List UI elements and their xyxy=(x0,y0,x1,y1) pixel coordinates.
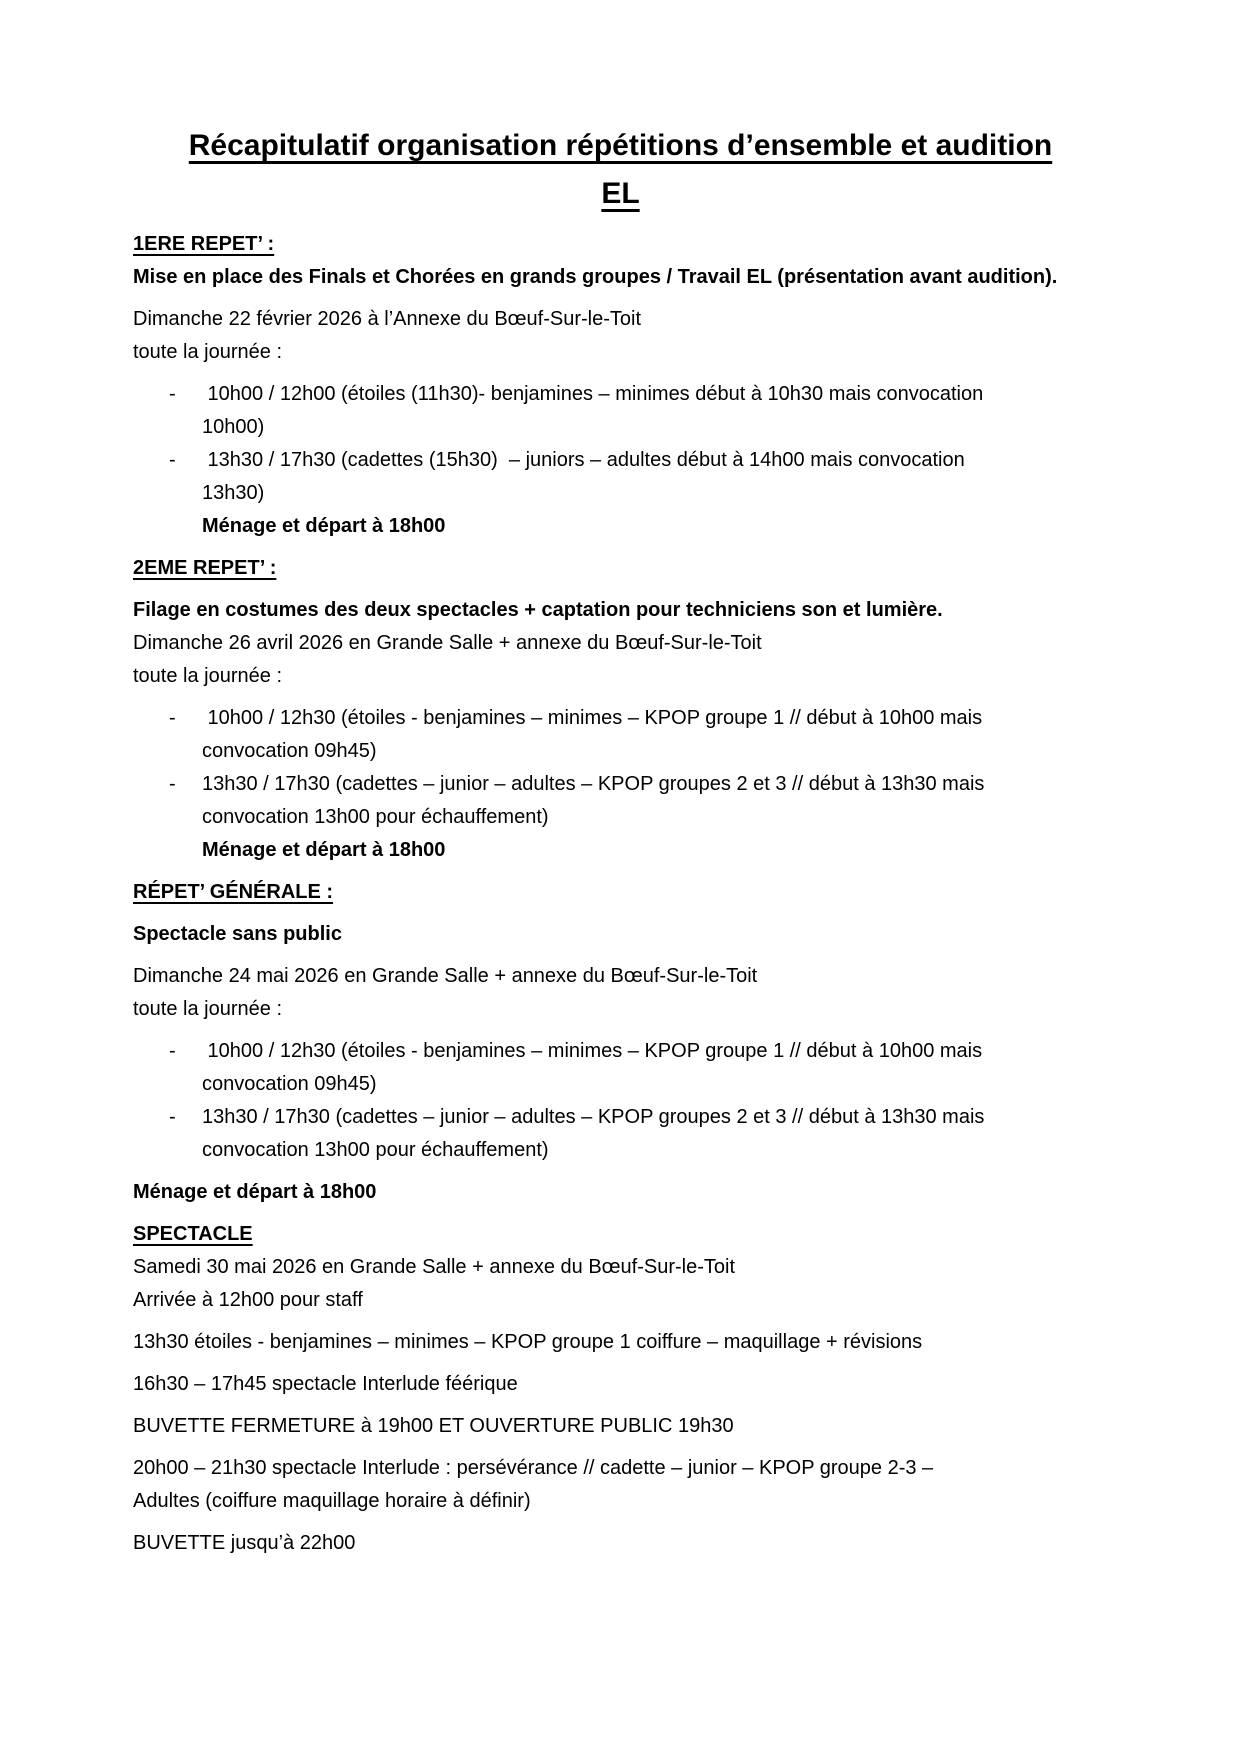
section-spectacle-date: Samedi 30 mai 2026 en Grande Salle + annexe du Bœuf-Sur-le-Toit xyxy=(133,1256,736,1278)
section-repet-generale-intro: Spectacle sans public xyxy=(133,923,342,945)
document-title-line1: Récapitulatif organisation répétitions d’ensemble et audition xyxy=(188,129,1053,162)
list-item xyxy=(133,378,1108,444)
list-item-line: 13h30 / 17h30 (cadettes – junior – adultes – KPOP groupes 2 et 3 // début à 13h30 mais xyxy=(202,773,985,795)
section-2eme-repet-intro: Filage en costumes des deux spectacles + captation pour techniciens son et lumière. xyxy=(133,599,943,621)
list-item xyxy=(133,1101,1108,1167)
section-2eme-repet-cleanup: Ménage et départ à 18h00 xyxy=(202,839,446,861)
bullet-dash: - xyxy=(169,707,176,729)
bullet-dash: - xyxy=(169,1106,176,1128)
list-item xyxy=(133,510,1108,543)
section-repet-generale-allday: toute la journée : xyxy=(133,998,282,1020)
list-item xyxy=(133,702,1108,768)
section-2eme-repet-list xyxy=(133,702,1108,867)
section-spectacle-slot-3 xyxy=(133,1452,1108,1518)
section-spectacle-buvette-close xyxy=(133,1527,1108,1560)
section-repet-generale-heading: RÉPET’ GÉNÉRALE : xyxy=(133,881,334,903)
document-title-line2: EL xyxy=(601,177,640,210)
document-title xyxy=(133,122,1108,218)
section-spectacle-slot-1 xyxy=(133,1326,1108,1359)
list-item xyxy=(133,768,1108,834)
list-item-line: convocation 09h45) xyxy=(202,1073,377,1095)
section-spectacle-header xyxy=(133,1218,1108,1317)
list-item-line: 13h30 / 17h30 (cadettes – junior – adultes – KPOP groupes 2 et 3 // début à 13h30 mais xyxy=(202,1106,985,1128)
section-1ere-repet-intro: Mise en place des Finals et Chorées en grands groupes / Travail EL (présentation avant audition). xyxy=(133,266,1058,288)
section-repet-generale-schedule-intro xyxy=(133,960,1108,1026)
section-repet-generale-intro-block xyxy=(133,918,1108,951)
list-item-line: convocation 09h45) xyxy=(202,740,377,762)
section-1ere-repet-heading: 1ERE REPET’ : xyxy=(133,233,275,255)
section-repet-generale-list xyxy=(133,1035,1108,1167)
section-1ere-repet-header xyxy=(133,228,1108,294)
list-item-line: 13h30 / 17h30 (cadettes (15h30) – juniors – adultes début à 14h00 mais convocation xyxy=(202,449,965,471)
section-spectacle-heading: SPECTACLE xyxy=(133,1223,253,1245)
list-item xyxy=(133,834,1108,867)
section-1ere-repet-list xyxy=(133,378,1108,543)
list-item-line: 10h00 / 12h00 (étoiles (11h30)- benjamines – minimes début à 10h30 mais convocation xyxy=(202,383,984,405)
section-spectacle-slot-2-text: 16h30 – 17h45 spectacle Interlude féérique xyxy=(133,1373,518,1395)
section-spectacle-buvette-info-text: BUVETTE FERMETURE à 19h00 ET OUVERTURE PUBLIC 19h30 xyxy=(133,1415,734,1437)
section-repet-generale-date: Dimanche 24 mai 2026 en Grande Salle + annexe du Bœuf-Sur-le-Toit xyxy=(133,965,758,987)
bullet-dash: - xyxy=(169,1040,176,1062)
section-spectacle-buvette-info xyxy=(133,1410,1108,1443)
list-item xyxy=(133,444,1108,510)
list-item-line: 10h00 / 12h30 (étoiles - benjamines – minimes – KPOP groupe 1 // début à 10h00 mais xyxy=(202,1040,983,1062)
bullet-dash: - xyxy=(169,383,176,405)
section-2eme-repet-heading: 2EME REPET’ : xyxy=(133,557,277,579)
section-spectacle-slot-3-line1: 20h00 – 21h30 spectacle Interlude : persévérance // cadette – junior – KPOP groupe 2-3 – xyxy=(133,1457,934,1479)
bullet-dash: - xyxy=(169,449,176,471)
list-item-line: 10h00) xyxy=(202,416,265,438)
section-spectacle-slot-2 xyxy=(133,1368,1108,1401)
section-2eme-repet-allday: toute la journée : xyxy=(133,665,282,687)
section-spectacle-slot-3-line2: Adultes (coiffure maquillage horaire à définir) xyxy=(133,1490,531,1512)
section-2eme-repet-schedule-intro xyxy=(133,594,1108,693)
section-spectacle-slot-1-text: 13h30 étoiles - benjamines – minimes – KPOP groupe 1 coiffure – maquillage + révisions xyxy=(133,1331,923,1353)
section-1ere-repet-cleanup: Ménage et départ à 18h00 xyxy=(202,515,446,537)
list-item-line: 13h30) xyxy=(202,482,265,504)
section-1ere-repet-date: Dimanche 22 février 2026 à l’Annexe du Bœuf-Sur-le-Toit xyxy=(133,308,642,330)
list-item-line: convocation 13h00 pour échauffement) xyxy=(202,806,549,828)
bullet-dash: - xyxy=(169,773,176,795)
section-1ere-repet-allday: toute la journée : xyxy=(133,341,282,363)
list-item-line: convocation 13h00 pour échauffement) xyxy=(202,1139,549,1161)
section-spectacle-buvette-close-text: BUVETTE jusqu’à 22h00 xyxy=(133,1532,356,1554)
list-item-line: 10h00 / 12h30 (étoiles - benjamines – minimes – KPOP groupe 1 // début à 10h00 mais xyxy=(202,707,983,729)
section-spectacle-arrival: Arrivée à 12h00 pour staff xyxy=(133,1289,363,1311)
section-repet-generale-cleanup-block xyxy=(133,1176,1108,1209)
section-2eme-repet-date: Dimanche 26 avril 2026 en Grande Salle + annexe du Bœuf-Sur-le-Toit xyxy=(133,632,762,654)
section-2eme-repet-header xyxy=(133,552,1108,585)
section-repet-generale-cleanup: Ménage et départ à 18h00 xyxy=(133,1181,377,1203)
section-1ere-repet-schedule-intro xyxy=(133,303,1108,369)
section-repet-generale-header xyxy=(133,876,1108,909)
list-item xyxy=(133,1035,1108,1101)
